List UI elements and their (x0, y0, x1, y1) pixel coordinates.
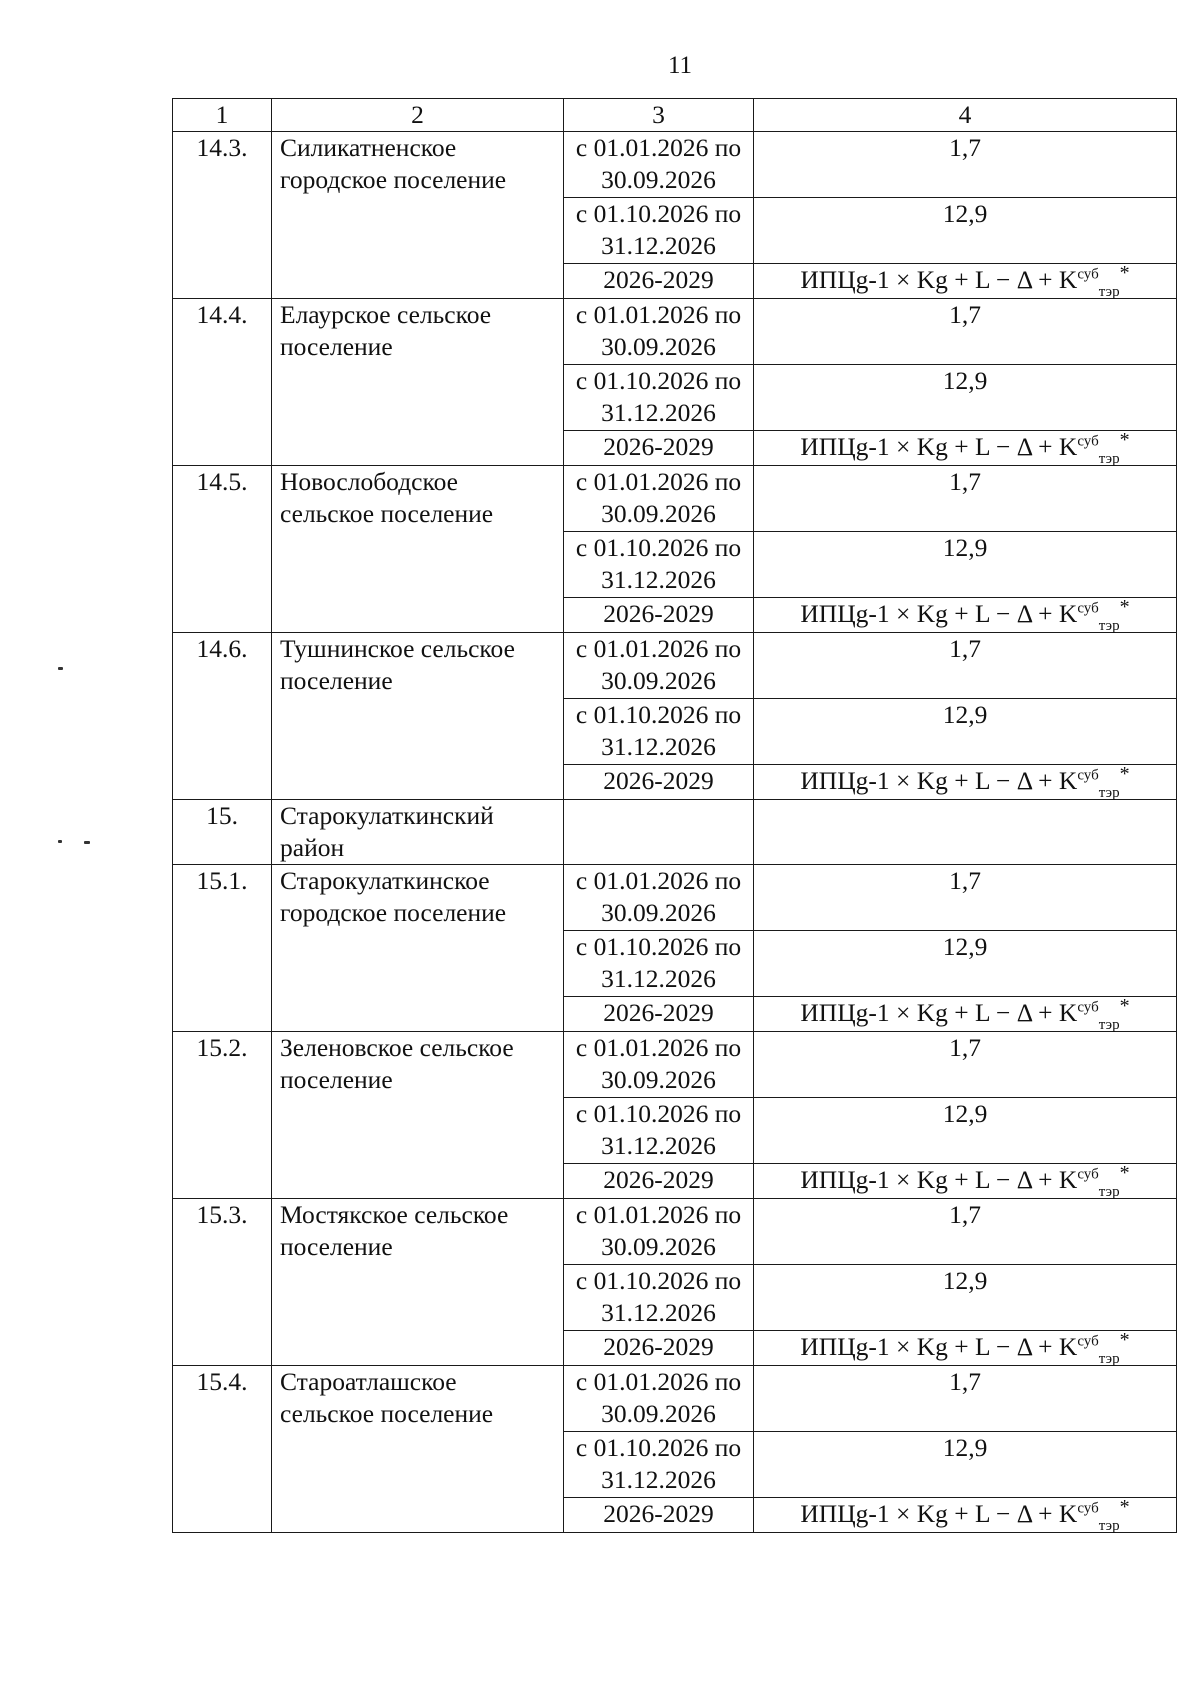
formula-subscript: тэр (1098, 1351, 1120, 1368)
period-cell: 2026-2029 (564, 1498, 754, 1533)
period-cell: с 01.01.2026 по 30.09.2026 (564, 633, 754, 699)
formula-cell (754, 1331, 1177, 1366)
row-number: 15.2. (173, 1032, 272, 1199)
formula-superscript: суб (1077, 1500, 1099, 1517)
period-cell: с 01.10.2026 по 31.12.2026 (564, 1265, 754, 1331)
value-cell: 12,9 (754, 931, 1177, 997)
row-number: 14.6. (173, 633, 272, 800)
district-name: Старокулаткинский район (272, 800, 564, 865)
row-number: 14.5. (173, 466, 272, 633)
formula-cell (754, 997, 1177, 1032)
scan-speck (58, 667, 63, 670)
period-cell: с 01.10.2026 по 31.12.2026 (564, 1432, 754, 1498)
formula-subscript: тэр (1098, 785, 1120, 802)
formula-superscript: суб (1077, 999, 1099, 1016)
settlement-name: Силикатненское городское поселение (272, 132, 564, 299)
formula-main: ИПЦg-1 × Kg + L − Δ + K (800, 1165, 1078, 1194)
value-cell: 1,7 (754, 1366, 1177, 1432)
value-cell: 1,7 (754, 865, 1177, 931)
formula-superscript: суб (1077, 767, 1099, 784)
period-cell: с 01.01.2026 по 30.09.2026 (564, 1032, 754, 1098)
period-cell: с 01.10.2026 по 31.12.2026 (564, 532, 754, 598)
tariff-table (172, 98, 1177, 1533)
settlement-row (173, 299, 1177, 365)
period-cell: с 01.10.2026 по 31.12.2026 (564, 1098, 754, 1164)
scan-speck (84, 841, 90, 844)
value-cell: 12,9 (754, 699, 1177, 765)
formula-cell (754, 431, 1177, 466)
formula-superscript: суб (1077, 1333, 1099, 1350)
district-row (173, 800, 1177, 865)
empty-cell (564, 800, 754, 865)
formula-asterisk: * (1119, 763, 1130, 785)
formula-cell (754, 1164, 1177, 1199)
settlement-row (173, 1032, 1177, 1098)
formula-subscript: тэр (1098, 1184, 1120, 1201)
column-header: 2 (272, 99, 564, 132)
column-header: 3 (564, 99, 754, 132)
settlement-name: Новослободское сельское поселение (272, 466, 564, 633)
period-cell: с 01.10.2026 по 31.12.2026 (564, 198, 754, 264)
scan-speck (58, 840, 62, 843)
period-cell: с 01.01.2026 по 30.09.2026 (564, 466, 754, 532)
formula-main: ИПЦg-1 × Kg + L − Δ + K (800, 1332, 1078, 1361)
formula-main: ИПЦg-1 × Kg + L − Δ + K (800, 766, 1078, 795)
formula-subscript: тэр (1098, 1518, 1120, 1535)
formula-superscript: суб (1077, 266, 1099, 283)
settlement-name: Зеленовское сельское поселение (272, 1032, 564, 1199)
row-number: 15.4. (173, 1366, 272, 1533)
value-cell: 1,7 (754, 299, 1177, 365)
formula-asterisk: * (1119, 596, 1130, 618)
value-cell: 12,9 (754, 532, 1177, 598)
value-cell: 12,9 (754, 1265, 1177, 1331)
period-cell: с 01.10.2026 по 31.12.2026 (564, 365, 754, 431)
settlement-name: Тушнинское сельское поселение (272, 633, 564, 800)
row-number: 15.1. (173, 865, 272, 1032)
formula-asterisk: * (1119, 1496, 1130, 1518)
period-cell: 2026-2029 (564, 598, 754, 633)
settlement-name: Елаурское сельское поселение (272, 299, 564, 466)
formula-superscript: суб (1077, 1166, 1099, 1183)
settlement-row (173, 633, 1177, 699)
period-cell: с 01.10.2026 по 31.12.2026 (564, 699, 754, 765)
settlement-name: Староатлашское сельское поселение (272, 1366, 564, 1533)
formula-main: ИПЦg-1 × Kg + L − Δ + K (800, 599, 1078, 628)
settlement-row (173, 1199, 1177, 1265)
settlement-row (173, 466, 1177, 532)
formula-asterisk: * (1119, 995, 1130, 1017)
value-cell: 12,9 (754, 1432, 1177, 1498)
period-cell: с 01.01.2026 по 30.09.2026 (564, 1366, 754, 1432)
formula-main: ИПЦg-1 × Kg + L − Δ + K (800, 1499, 1078, 1528)
period-cell: 2026-2029 (564, 431, 754, 466)
formula-subscript: тэр (1098, 1017, 1120, 1034)
formula-asterisk: * (1119, 1329, 1130, 1351)
formula-asterisk: * (1119, 429, 1130, 451)
value-cell: 1,7 (754, 132, 1177, 198)
formula-main: ИПЦg-1 × Kg + L − Δ + K (800, 265, 1078, 294)
value-cell: 12,9 (754, 1098, 1177, 1164)
formula-main: ИПЦg-1 × Kg + L − Δ + K (800, 998, 1078, 1027)
formula-subscript: тэр (1098, 451, 1120, 468)
formula-asterisk: * (1119, 1162, 1130, 1184)
period-cell: с 01.01.2026 по 30.09.2026 (564, 865, 754, 931)
period-cell: 2026-2029 (564, 765, 754, 800)
period-cell: с 01.01.2026 по 30.09.2026 (564, 1199, 754, 1265)
value-cell: 1,7 (754, 466, 1177, 532)
formula-cell (754, 765, 1177, 800)
formula-cell (754, 598, 1177, 633)
column-header: 4 (754, 99, 1177, 132)
row-number: 14.3. (173, 132, 272, 299)
value-cell: 1,7 (754, 633, 1177, 699)
row-number: 15.3. (173, 1199, 272, 1366)
formula-subscript: тэр (1098, 618, 1120, 635)
period-cell: с 01.01.2026 по 30.09.2026 (564, 299, 754, 365)
settlement-name: Старокулаткинское городское поселение (272, 865, 564, 1032)
value-cell: 12,9 (754, 198, 1177, 264)
period-cell: 2026-2029 (564, 1164, 754, 1199)
value-cell: 12,9 (754, 365, 1177, 431)
value-cell: 1,7 (754, 1199, 1177, 1265)
row-number: 14.4. (173, 299, 272, 466)
period-cell: с 01.10.2026 по 31.12.2026 (564, 931, 754, 997)
settlement-name: Мостякское сельское поселение (272, 1199, 564, 1366)
formula-cell (754, 264, 1177, 299)
formula-cell (754, 1498, 1177, 1533)
period-cell: 2026-2029 (564, 1331, 754, 1366)
formula-superscript: суб (1077, 600, 1099, 617)
period-cell: с 01.01.2026 по 30.09.2026 (564, 132, 754, 198)
table-header-row (173, 99, 1177, 132)
page-number: 11 (667, 52, 693, 79)
value-cell: 1,7 (754, 1032, 1177, 1098)
formula-superscript: суб (1077, 433, 1099, 450)
formula-subscript: тэр (1098, 284, 1120, 301)
settlement-row (173, 1366, 1177, 1432)
period-cell: 2026-2029 (564, 264, 754, 299)
column-header: 1 (173, 99, 272, 132)
settlement-row (173, 865, 1177, 931)
row-number: 15. (173, 800, 272, 865)
period-cell: 2026-2029 (564, 997, 754, 1032)
formula-asterisk: * (1119, 262, 1130, 284)
empty-cell (754, 800, 1177, 865)
settlement-row (173, 132, 1177, 198)
formula-main: ИПЦg-1 × Kg + L − Δ + K (800, 432, 1078, 461)
